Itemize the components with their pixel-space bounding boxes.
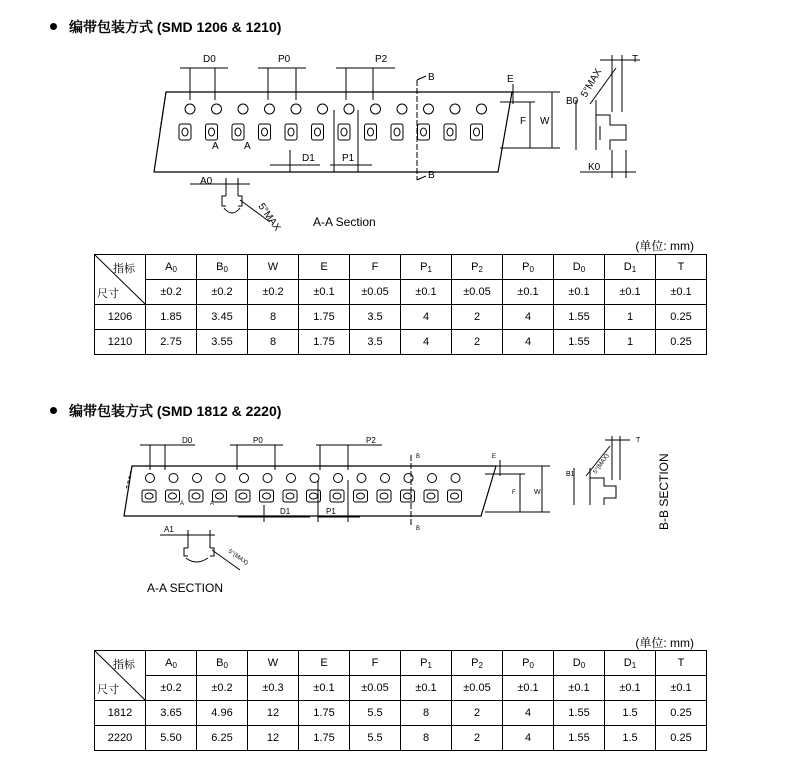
value-cell: 2 bbox=[452, 726, 503, 751]
column-header bbox=[146, 255, 197, 280]
label-angle-left-2: 5°(MAX) bbox=[226, 548, 249, 567]
value-cell: 4 bbox=[503, 330, 554, 355]
column-header-letter: W bbox=[267, 261, 279, 273]
column-header-subscript: 0 bbox=[580, 660, 586, 670]
table-corner bbox=[95, 255, 146, 305]
column-header-letter: A bbox=[165, 656, 173, 669]
sprocket-hole bbox=[344, 104, 354, 114]
component-cavity bbox=[213, 490, 227, 502]
sprocket-hole bbox=[263, 474, 272, 483]
cavity-inner bbox=[239, 493, 247, 499]
spec-table-1 bbox=[94, 254, 707, 355]
cavity-inner bbox=[380, 493, 388, 499]
column-header-letter: T bbox=[677, 261, 685, 273]
size-cell: 1210 bbox=[95, 330, 146, 355]
label-angle-right-2: 5°(MAX) bbox=[592, 453, 611, 476]
tolerance-cell: ±0.3 bbox=[248, 676, 299, 701]
value-cell: 1 bbox=[605, 305, 656, 330]
corner-top-label: 指标 bbox=[113, 659, 135, 671]
component-cavity bbox=[236, 490, 250, 502]
column-header bbox=[197, 651, 248, 676]
value-cell: 3.45 bbox=[197, 305, 248, 330]
component-cavity bbox=[179, 124, 191, 140]
component-cavity bbox=[418, 124, 430, 140]
component-cavity bbox=[354, 490, 368, 502]
tolerance-cell: ±0.05 bbox=[350, 676, 401, 701]
value-cell: 2 bbox=[452, 330, 503, 355]
component-cavity bbox=[142, 490, 156, 502]
label-p2: P2 bbox=[375, 54, 388, 65]
cavity-inner bbox=[182, 128, 188, 136]
tolerance-cell: ±0.2 bbox=[146, 676, 197, 701]
cavity-inner bbox=[474, 128, 480, 136]
value-cell: 1.75 bbox=[299, 330, 350, 355]
label-a1: A1 bbox=[164, 525, 174, 534]
unit-label-2: (单位: mm) bbox=[635, 636, 694, 650]
sprocket-hole bbox=[146, 474, 155, 483]
sprocket-hole bbox=[334, 474, 343, 483]
column-header bbox=[146, 651, 197, 676]
tolerance-cell: ±0.05 bbox=[350, 280, 401, 305]
column-header-letter: F bbox=[371, 261, 379, 273]
label-section-aa-2: A-A SECTION bbox=[147, 581, 224, 595]
cavity-inner bbox=[421, 128, 427, 136]
unit-label-1: (单位: mm) bbox=[635, 239, 694, 253]
value-cell: 1.5 bbox=[605, 701, 656, 726]
label-b-top-2: B bbox=[416, 454, 421, 460]
label-p0: P0 bbox=[278, 54, 291, 65]
sprocket-hole bbox=[381, 474, 390, 483]
column-header-letter: E bbox=[320, 657, 328, 669]
value-cell: 1.5 bbox=[605, 726, 656, 751]
tolerance-cell: ±0.1 bbox=[656, 280, 707, 305]
tolerance-cell: ±0.05 bbox=[452, 280, 503, 305]
cavity-inner bbox=[288, 128, 294, 136]
label-f: F bbox=[520, 116, 527, 127]
column-header-letter: A bbox=[165, 260, 173, 273]
cavity-inner bbox=[310, 493, 318, 499]
cavity-inner bbox=[357, 493, 365, 499]
tape-diagram-1 bbox=[0, 40, 790, 240]
section-1-title: 编带包装方式 (SMD 1206 & 1210) bbox=[69, 19, 282, 35]
value-cell: 1 bbox=[605, 330, 656, 355]
label-angle-right: 5°MAX bbox=[579, 66, 605, 100]
column-header bbox=[401, 651, 452, 676]
column-header-subscript: 0 bbox=[529, 264, 534, 274]
component-cavity bbox=[401, 490, 415, 502]
cavity-inner bbox=[341, 128, 347, 136]
tolerance-cell: ±0.1 bbox=[605, 280, 656, 305]
bullet-icon bbox=[50, 407, 57, 414]
value-cell: 0.25 bbox=[656, 726, 707, 751]
tape-diagram-2 bbox=[0, 425, 790, 600]
column-header-letter: D bbox=[623, 656, 632, 669]
corner-top-label: 指标 bbox=[113, 263, 135, 275]
component-cavity bbox=[259, 124, 271, 140]
cavity-inner bbox=[451, 493, 459, 499]
cavity-inner bbox=[235, 128, 241, 136]
cavity-inner bbox=[263, 493, 271, 499]
value-cell: 0.25 bbox=[656, 701, 707, 726]
column-header-letter: B bbox=[216, 656, 224, 669]
column-header bbox=[605, 255, 656, 280]
component-cavity bbox=[189, 490, 203, 502]
value-cell: 3.55 bbox=[197, 330, 248, 355]
label-section-aa: A-A Section bbox=[313, 215, 376, 229]
cavity-inner bbox=[286, 493, 294, 499]
label-a-right-2: A bbox=[210, 501, 215, 507]
label-a0: A0 bbox=[200, 176, 213, 187]
sprocket-hole bbox=[318, 104, 328, 114]
column-header bbox=[299, 255, 350, 280]
component-cavity bbox=[377, 490, 391, 502]
tolerance-cell: ±0.1 bbox=[656, 676, 707, 701]
value-cell: 2 bbox=[452, 305, 503, 330]
value-cell: 1.55 bbox=[554, 330, 605, 355]
column-header bbox=[248, 651, 299, 676]
component-cavity bbox=[206, 124, 218, 140]
tolerance-cell: ±0.05 bbox=[452, 676, 503, 701]
cavity-inner bbox=[169, 493, 177, 499]
label-b-top: B bbox=[428, 72, 435, 83]
sprocket-hole bbox=[265, 104, 275, 114]
section-2-title: 编带包装方式 (SMD 1812 & 2220) bbox=[69, 403, 282, 419]
label-d1-2: D1 bbox=[280, 507, 291, 516]
component-cavity bbox=[448, 490, 462, 502]
column-header-letter: P bbox=[522, 260, 530, 273]
label-p1: P1 bbox=[342, 153, 355, 164]
value-cell: 1.55 bbox=[554, 726, 605, 751]
sprocket-hole bbox=[451, 474, 460, 483]
sprocket-hole bbox=[169, 474, 178, 483]
size-cell: 2220 bbox=[95, 726, 146, 751]
spec-table-2 bbox=[94, 650, 707, 751]
label-b-bottom-2: B bbox=[416, 526, 421, 532]
tolerance-cell: ±0.1 bbox=[401, 676, 452, 701]
column-header-letter: P bbox=[420, 260, 428, 273]
tolerance-cell: ±0.2 bbox=[197, 280, 248, 305]
column-header bbox=[605, 651, 656, 676]
value-cell: 5.50 bbox=[146, 726, 197, 751]
value-cell: 1.55 bbox=[554, 305, 605, 330]
sprocket-hole bbox=[240, 474, 249, 483]
column-header-subscript: 2 bbox=[478, 660, 483, 670]
column-header-subscript: 0 bbox=[529, 660, 534, 670]
value-cell: 2 bbox=[452, 701, 503, 726]
column-header-letter: P bbox=[471, 260, 479, 273]
size-cell: 1206 bbox=[95, 305, 146, 330]
label-d0: D0 bbox=[203, 54, 216, 65]
value-cell: 8 bbox=[248, 305, 299, 330]
label-w: W bbox=[540, 116, 550, 127]
sprocket-hole bbox=[291, 104, 301, 114]
value-cell: 3.5 bbox=[350, 305, 401, 330]
column-header-subscript: 1 bbox=[427, 264, 432, 274]
column-header-letter: D bbox=[572, 656, 581, 669]
label-b0: B0 bbox=[566, 96, 579, 107]
sprocket-hole bbox=[193, 474, 202, 483]
column-header-subscript: 1 bbox=[427, 660, 432, 670]
component-cavity bbox=[330, 490, 344, 502]
component-cavity bbox=[312, 124, 324, 140]
column-header-subscript: 1 bbox=[631, 660, 637, 670]
tolerance-cell: ±0.1 bbox=[299, 280, 350, 305]
corner-bottom-label: 尺寸 bbox=[97, 684, 119, 696]
label-t-2: T bbox=[636, 437, 641, 444]
column-header-subscript: 0 bbox=[172, 660, 177, 670]
column-header-letter: W bbox=[267, 657, 279, 669]
column-header-letter: D bbox=[572, 260, 581, 273]
corner-bottom-label: 尺寸 bbox=[97, 288, 119, 300]
label-w-2: W bbox=[534, 489, 541, 496]
tolerance-cell: ±0.1 bbox=[299, 676, 350, 701]
column-header-letter: B bbox=[216, 260, 224, 273]
label-t: T bbox=[632, 54, 639, 65]
table-corner bbox=[95, 651, 146, 701]
column-header bbox=[197, 255, 248, 280]
column-header bbox=[350, 255, 401, 280]
component-cavity bbox=[232, 124, 244, 140]
value-cell: 0.25 bbox=[656, 330, 707, 355]
label-e-2: E bbox=[492, 454, 497, 460]
table-row bbox=[95, 701, 707, 726]
tolerance-cell: ±0.1 bbox=[503, 676, 554, 701]
tolerance-cell: ±0.1 bbox=[401, 280, 452, 305]
column-header-letter: E bbox=[320, 261, 328, 273]
column-header bbox=[299, 651, 350, 676]
component-cavity bbox=[260, 490, 274, 502]
sprocket-hole bbox=[357, 474, 366, 483]
tolerance-cell: ±0.1 bbox=[605, 676, 656, 701]
bullet-icon bbox=[50, 23, 57, 30]
cavity-inner bbox=[209, 128, 215, 136]
value-cell: 12 bbox=[248, 701, 299, 726]
value-cell: 0.25 bbox=[656, 305, 707, 330]
column-header-subscript: 0 bbox=[223, 264, 228, 274]
sprocket-hole bbox=[238, 104, 248, 114]
column-header bbox=[452, 255, 503, 280]
column-header-subscript: 0 bbox=[223, 660, 228, 670]
cavity-inner bbox=[192, 493, 200, 499]
sprocket-hole bbox=[424, 104, 434, 114]
size-cell: 1812 bbox=[95, 701, 146, 726]
label-a-left-2: A bbox=[180, 501, 185, 507]
component-cavity bbox=[283, 490, 297, 502]
label-b-bottom: B bbox=[428, 170, 435, 181]
component-cavity bbox=[424, 490, 438, 502]
component-cavity bbox=[365, 124, 377, 140]
label-b1: B1 bbox=[566, 471, 575, 478]
table-row bbox=[95, 305, 707, 330]
label-d1: D1 bbox=[302, 153, 315, 164]
column-header bbox=[503, 255, 554, 280]
value-cell: 1.75 bbox=[299, 305, 350, 330]
column-header-subscript: 0 bbox=[580, 264, 586, 274]
sprocket-hole bbox=[185, 104, 195, 114]
value-cell: 4 bbox=[503, 701, 554, 726]
value-cell: 8 bbox=[248, 330, 299, 355]
cavity-inner bbox=[447, 128, 453, 136]
value-cell: 3.65 bbox=[146, 701, 197, 726]
component-cavity bbox=[338, 124, 350, 140]
cavity-inner bbox=[404, 493, 412, 499]
tolerance-cell: ±0.2 bbox=[197, 676, 248, 701]
value-cell: 4 bbox=[503, 726, 554, 751]
column-header bbox=[503, 651, 554, 676]
sprocket-hole bbox=[477, 104, 487, 114]
label-a-right: A bbox=[244, 141, 251, 152]
value-cell: 4 bbox=[503, 305, 554, 330]
label-k0: K0 bbox=[588, 162, 601, 173]
value-cell: 6.25 bbox=[197, 726, 248, 751]
label-f-2: F bbox=[512, 490, 516, 496]
sprocket-hole bbox=[428, 474, 437, 483]
component-cavity bbox=[391, 124, 403, 140]
column-header-letter: T bbox=[677, 657, 685, 669]
cavity-inner bbox=[216, 493, 224, 499]
column-header-letter: P bbox=[420, 656, 428, 669]
label-section-bb: B-B SECTION bbox=[657, 453, 671, 530]
component-cavity bbox=[471, 124, 483, 140]
label-p1-2: P1 bbox=[326, 507, 336, 516]
value-cell: 4 bbox=[401, 305, 452, 330]
label-a-left: A bbox=[212, 141, 219, 152]
component-cavity bbox=[285, 124, 297, 140]
sprocket-hole bbox=[287, 474, 296, 483]
value-cell: 4.96 bbox=[197, 701, 248, 726]
section-2-heading bbox=[50, 401, 281, 421]
sprocket-hole bbox=[212, 104, 222, 114]
label-d0-2: D0 bbox=[182, 436, 193, 445]
value-cell: 8 bbox=[401, 701, 452, 726]
value-cell: 4 bbox=[401, 330, 452, 355]
column-header bbox=[401, 255, 452, 280]
tolerance-cell: ±0.1 bbox=[503, 280, 554, 305]
column-header bbox=[248, 255, 299, 280]
value-cell: 1.75 bbox=[299, 726, 350, 751]
column-header-letter: D bbox=[623, 260, 632, 273]
value-cell: 2.75 bbox=[146, 330, 197, 355]
column-header bbox=[554, 255, 605, 280]
component-cavity bbox=[166, 490, 180, 502]
value-cell: 1.75 bbox=[299, 701, 350, 726]
value-cell: 8 bbox=[401, 726, 452, 751]
label-p0-2: P0 bbox=[253, 436, 263, 445]
column-header bbox=[656, 651, 707, 676]
label-p2-2: P2 bbox=[366, 436, 376, 445]
column-header-letter: P bbox=[522, 656, 530, 669]
sprocket-hole bbox=[404, 474, 413, 483]
column-header bbox=[554, 651, 605, 676]
cavity-inner bbox=[315, 128, 321, 136]
tolerance-cell: ±0.2 bbox=[146, 280, 197, 305]
column-header bbox=[656, 255, 707, 280]
component-cavity bbox=[444, 124, 456, 140]
tolerance-cell: ±0.2 bbox=[248, 280, 299, 305]
cavity-inner bbox=[427, 493, 435, 499]
column-header-subscript: 1 bbox=[631, 264, 637, 274]
sprocket-hole bbox=[216, 474, 225, 483]
value-cell: 1.85 bbox=[146, 305, 197, 330]
tolerance-cell: ±0.1 bbox=[554, 676, 605, 701]
label-e: E bbox=[507, 74, 514, 85]
sprocket-hole bbox=[397, 104, 407, 114]
value-cell: 5.5 bbox=[350, 726, 401, 751]
column-header-subscript: 2 bbox=[478, 264, 483, 274]
sprocket-hole bbox=[371, 104, 381, 114]
column-header-letter: F bbox=[371, 657, 379, 669]
value-cell: 1.55 bbox=[554, 701, 605, 726]
cavity-inner bbox=[145, 493, 153, 499]
table-row bbox=[95, 726, 707, 751]
column-header bbox=[452, 651, 503, 676]
sprocket-hole bbox=[450, 104, 460, 114]
cavity-inner bbox=[368, 128, 374, 136]
cavity-inner bbox=[394, 128, 400, 136]
table-row bbox=[95, 330, 707, 355]
tolerance-cell: ±0.1 bbox=[554, 280, 605, 305]
value-cell: 5.5 bbox=[350, 701, 401, 726]
column-header bbox=[350, 651, 401, 676]
label-angle-left: 5°MAX bbox=[255, 201, 283, 234]
cavity-inner bbox=[262, 128, 268, 136]
cavity-inner bbox=[333, 493, 341, 499]
column-header-subscript: 0 bbox=[172, 264, 177, 274]
column-header-letter: P bbox=[471, 656, 479, 669]
value-cell: 12 bbox=[248, 726, 299, 751]
value-cell: 3.5 bbox=[350, 330, 401, 355]
section-1-heading bbox=[50, 17, 281, 37]
